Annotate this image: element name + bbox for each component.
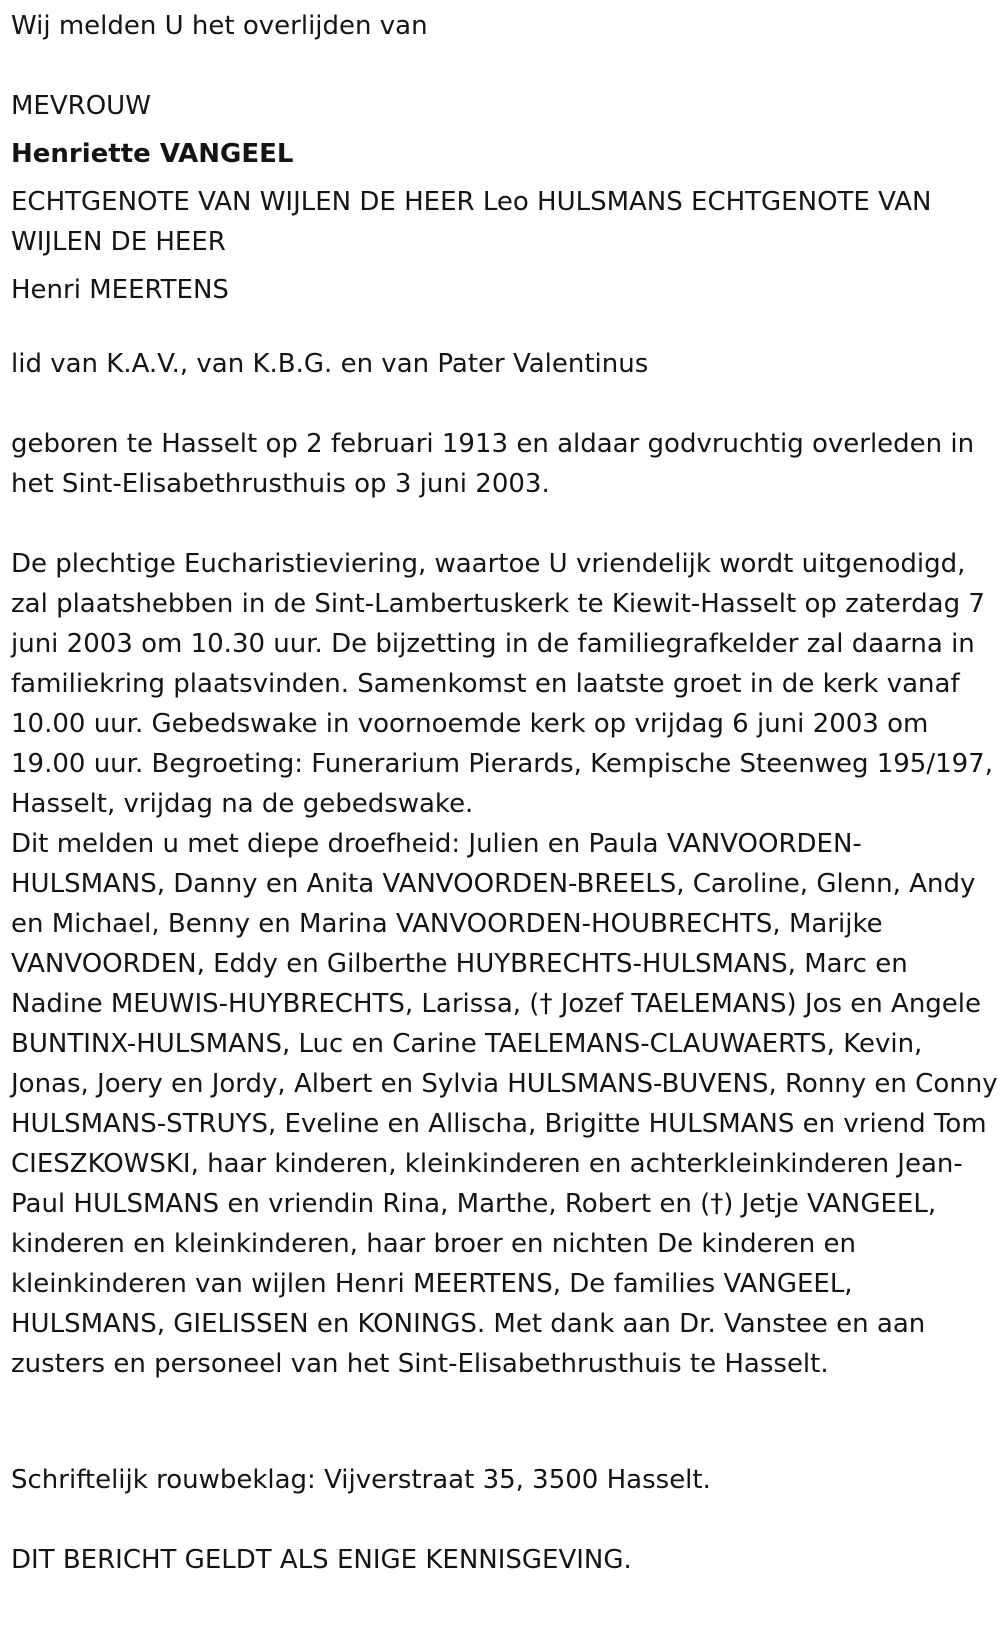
condolences-address: Schriftelijk rouwbeklag: Vijverstraat 35, 3500 Hasselt. bbox=[11, 1465, 711, 1495]
second-spouse-name: Henri MEERTENS bbox=[11, 275, 229, 305]
membership-text: lid van K.A.V., van K.B.G. en van Pater Valentinus bbox=[11, 349, 649, 379]
mourners-paragraph: Dit melden u met diepe droefheid: Julien en Paula VANVOORDEN-HULSMANS, Danny en Anita VANVOORDEN-BREELS, Caroline, Glenn, Andy en Michael, Benny en Marina VANVOORDEN-HOUBRECHTS, Marijke VANVOORDEN, Eddy en Gilberthe HUYBRECHTS-HULSMANS, Marc en Nadine MEUWIS-HUYBRECHTS, Larissa, († Jozef TAELEMANS) Jos en Angele BUNTINX-HULSMANS, Luc en Carine TAELEMANS-CLAUWAERTS, Kevin, Jonas, Joery en Jordy, Albert en Sylvia HULSMANS-BUVENS, Ronny en Conny HULSMANS-STRUYS, Eveline en Allischa, Brigitte HULSMANS en vriend Tom CIESZKOWSKI, haar kinderen, kleinkinderen en achterkleinkinderen Jean-Paul HULSMANS en vriendin Rina, Marthe, Robert en (†) Jetje VANGEEL, kinderen en kleinkinderen, haar broer en nichten De kinderen en kleinkinderen van wijlen Henri MEERTENS, De families VANGEEL, HULSMANS, GIELISSEN en KONINGS. Met dank aan Dr. Vanstee en aan zusters en personeel van het Sint-Elisabethrusthuis te Hasselt. bbox=[11, 829, 998, 1379]
birth-death-paragraph: geboren te Hasselt op 2 februari 1913 en aldaar godvruchtig overleden in het Sint-Elisabethrusthuis op 3 juni 2003. bbox=[11, 429, 975, 499]
ceremony-paragraph: De plechtige Eucharistieviering, waartoe U vriendelijk wordt uitgenodigd, zal plaatshebben in de Sint-Lambertuskerk te Kiewit-Hasselt op zaterdag 7 juni 2003 om 10.30 uur. De bijzetting in de familiegrafkelder zal daarna in familiekring plaatsvinden. Samenkomst en laatste groet in de kerk vanaf 10.00 uur. Gebedswake in voornoemde kerk op vrijdag 6 juni 2003 om 19.00 uur. Begroeting: Funerarium Pierards, Kempische Steenweg 195/197, Hasselt, vrijdag na de gebedswake. bbox=[11, 549, 993, 819]
honorific-title: MEVROUW bbox=[11, 91, 151, 121]
intro-text: Wij melden U het overlijden van bbox=[11, 11, 428, 41]
final-notice: DIT BERICHT GELDT ALS ENIGE KENNISGEVING. bbox=[11, 1545, 632, 1575]
spouse-line: ECHTGENOTE VAN WIJLEN DE HEER Leo HULSMANS ECHTGENOTE VAN WIJLEN DE HEER bbox=[11, 187, 932, 257]
deceased-name: Henriette VANGEEL bbox=[11, 139, 294, 169]
